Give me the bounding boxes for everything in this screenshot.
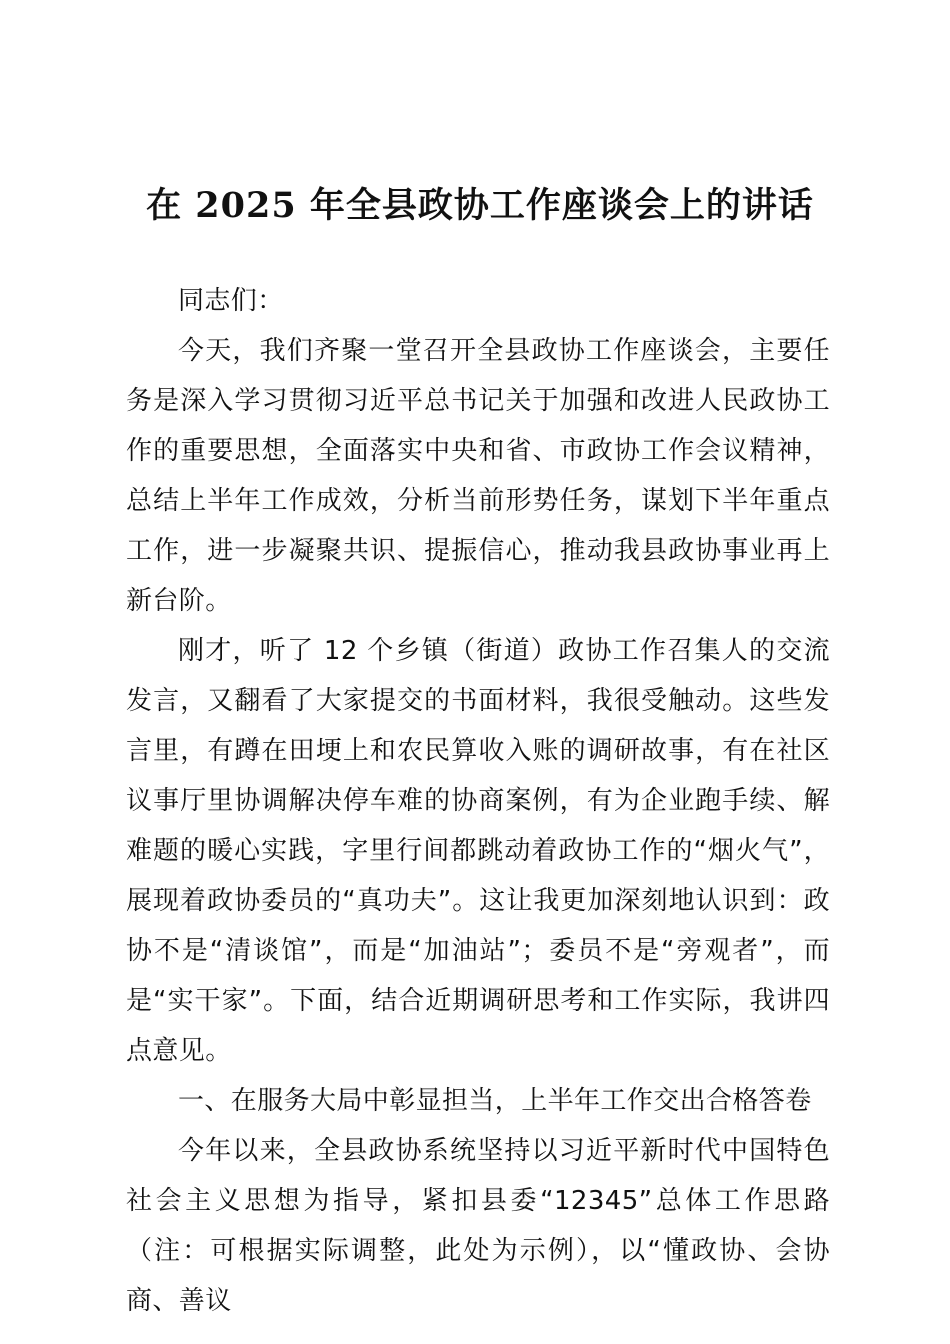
section-1-paragraph: 今年以来，全县政协系统坚持以习近平新时代中国特色社会主义思想为指导，紧扣县委“12345”总体工作思路（注：可根据实际调整，此处为示例），以“懂政协、会协商、善议 — [126, 1136, 830, 1316]
opening-paragraph: 今天，我们齐聚一堂召开全县政协工作座谈会，主要任务是深入学习贯彻习近平总书记关于加强和改进人民政协工作的重要思想，全面落实中央和省、市政协工作会议精神，总结上半年工作成效，分析当前形势任务，谋划下半年重点工作，进一步凝聚共识、提振信心，推动我县政协事业再上新台阶。 — [126, 336, 830, 616]
reflection-paragraph: 刚才，听了 12 个乡镇（街道）政协工作召集人的交流发言，又翻看了大家提交的书面材料，我很受触动。这些发言里，有蹲在田埂上和农民算收入账的调研故事，有在社区议事厅里协调解决停车难的协商案例，有为企业跑手续、解难题的暖心实践，字里行间都跳动着政协工作的“烟火气”，展现着政协委员的“真功夫”。这让我更加深刻地认识到：政协不是“清谈馆”，而是“加油站”；委员不是“旁观者”，而是“实干家”。下面，结合近期调研思考和工作实际，我讲四点意见。 — [126, 636, 830, 1066]
salutation-paragraph: 同志们： — [178, 286, 284, 316]
section-heading-1: 一、在服务大局中彰显担当，上半年工作交出合格答卷 — [178, 1086, 812, 1116]
document-body — [126, 276, 830, 1326]
document-title: 在 2025 年全县政协工作座谈会上的讲话 — [146, 185, 814, 226]
